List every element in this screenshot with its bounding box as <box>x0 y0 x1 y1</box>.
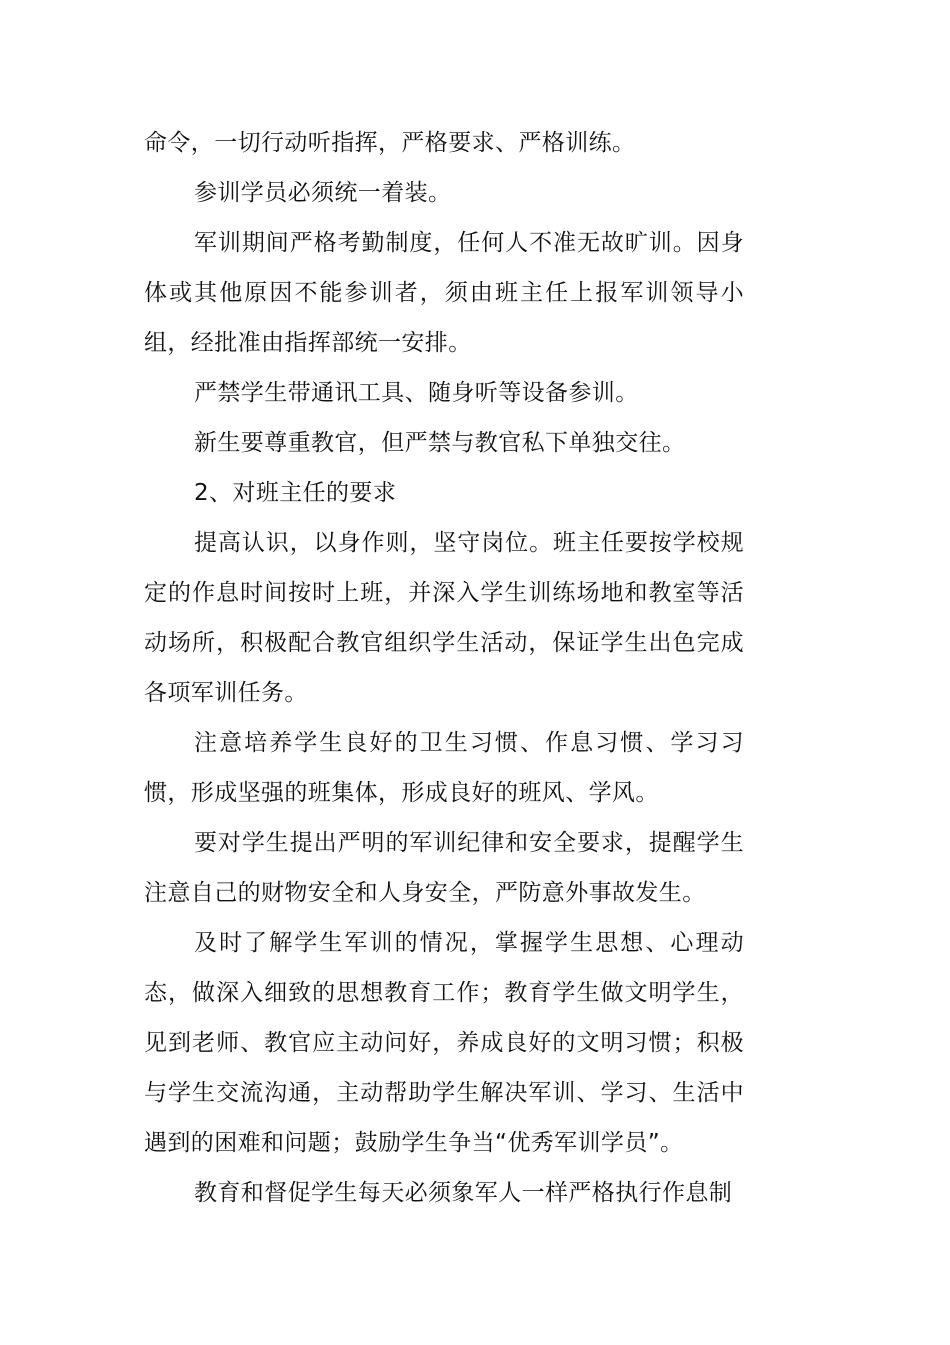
section-heading: 2、对班主任的要求 <box>194 480 397 506</box>
paragraph: 教育和督促学生每天必须象军人一样严格执行作息制 <box>194 1180 733 1206</box>
paragraph: 参训学员必须统一着装。 <box>194 180 452 206</box>
paragraph: 及时了解学生军训的情况，掌握学生思想、心理动态，做深入细致的思想教育工作；教育学生做文明学生，见到老师、教官应主动问好，养成良好的文明习惯；积极与学生交流沟通，主动帮助学生解决军训、学习、生活中遇到的困难和问题；鼓励学生争当“优秀军训学员”。 <box>144 930 744 1156</box>
paragraph: 严禁学生带通讯工具、随身听等设备参训。 <box>194 380 639 406</box>
paragraph: 要对学生提出严明的军训纪律和安全要求，提醒学生注意自己的财物安全和人身安全，严防意外事故发生。 <box>144 830 744 906</box>
paragraph: 命令，一切行动听指挥，严格要求、严格训练。 <box>144 130 636 156</box>
paragraph: 新生要尊重教官，但严禁与教官私下单独交往。 <box>194 430 686 456</box>
paragraph: 军训期间严格考勤制度，任何人不准无故旷训。因身体或其他原因不能参训者，须由班主任上报军训领导小组，经批准由指挥部统一安排。 <box>144 230 744 356</box>
paragraph: 注意培养学生良好的卫生习惯、作息习惯、学习习惯，形成坚强的班集体，形成良好的班风、学风。 <box>144 730 744 806</box>
document-body <box>144 118 744 1218</box>
paragraph: 提高认识，以身作则，坚守岗位。班主任要按学校规定的作息时间按时上班，并深入学生训练场地和教室等活动场所，积极配合教官组织学生活动，保证学生出色完成各项军训任务。 <box>144 530 744 706</box>
